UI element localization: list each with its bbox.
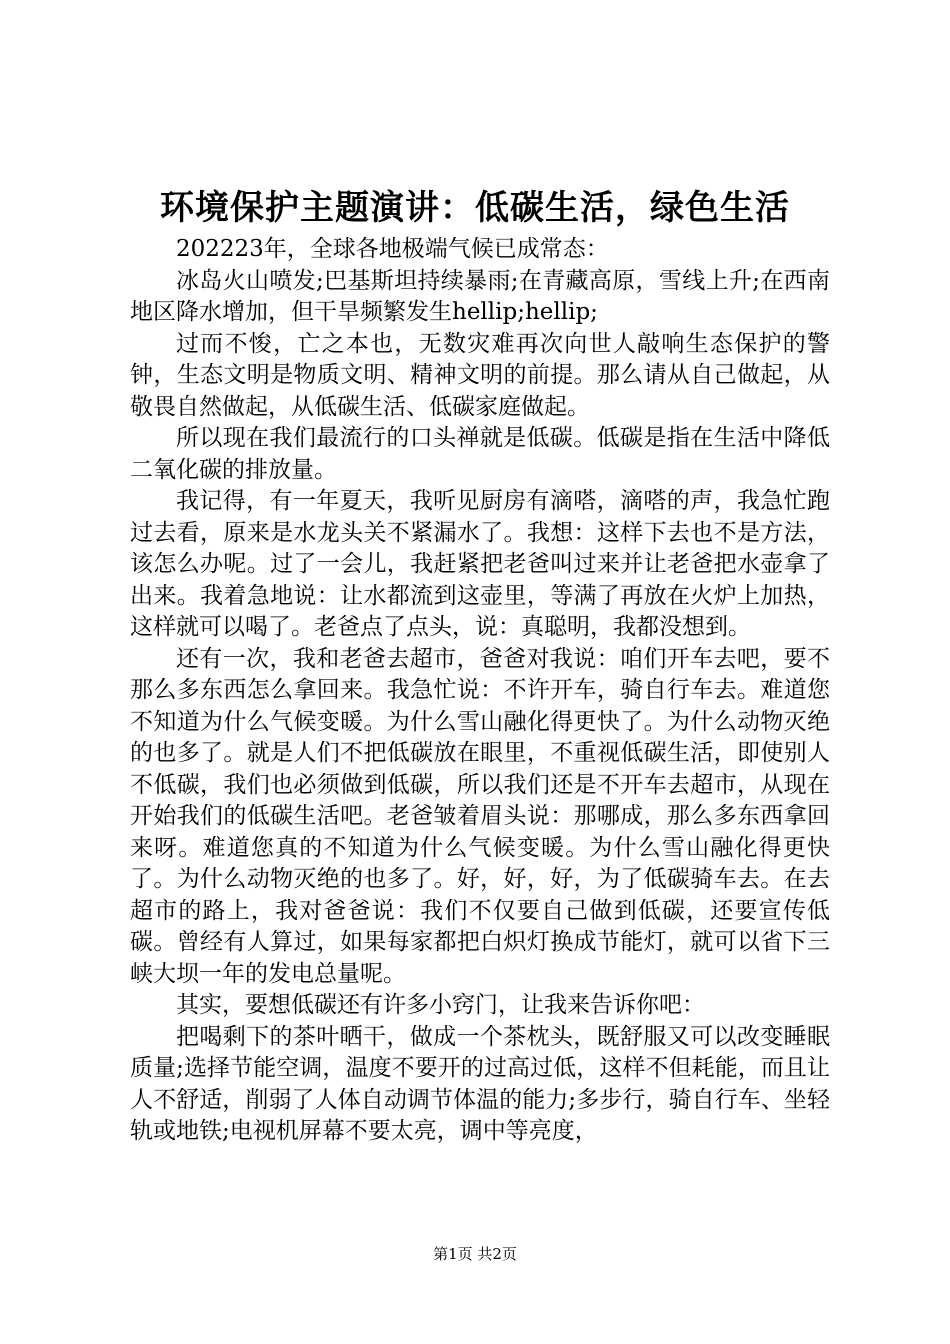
page-footer: 第1页 共2页 [433,1245,517,1263]
paragraph: 冰岛火山喷发;巴基斯坦持续暴雨;在青藏高原，雪线上升;在西南地区降水增加，但干旱频繁发生hellip;hellip; [130,267,830,325]
paragraph: 把喝剩下的茶叶晒干，做成一个茶枕头，既舒服又可以改变睡眠质量;选择节能空调，温度不要开的过高过低，这样不但耗能，而且让人不舒适，削弱了人体自动调节体温的能力;多步行，骑自行车、坐轻轨或地铁;电视机屏幕不要太亮，调中等亮度， [130,1023,830,1144]
paragraph: 还有一次，我和老爸去超市，爸爸对我说：咱们开车去吧，要不那么多东西怎么拿回来。我急忙说：不许开车，骑自行车去。难道您不知道为什么气候变暖。为什么雪山融化得更快了。为什么动物灭绝的也多了。就是人们不把低碳放在眼里，不重视低碳生活，即使别人不低碳，我们也必须做到低碳，所以我们还是不开车去超市，从现在开始我们的低碳生活吧。老爸皱着眉头说：那哪成，那么多东西拿回来呀。难道您真的不知道为什么气候变暖。为什么雪山融化得更快了。为什么动物灭绝的也多了。好，好，好，为了低碳骑车去。在去超市的路上，我对爸爸说：我们不仅要自己做到低碳，还要宣传低碳。曾经有人算过，如果每家都把白炽灯换成节能灯，就可以省下三峡大坝一年的发电总量呢。 [130,645,830,987]
document-title: 环境保护主题演讲：低碳生活，绿色生活 [160,188,790,228]
paragraph: 202223年，全球各地极端气候已成常态： [176,236,609,262]
paragraph: 所以现在我们最流行的口头禅就是低碳。低碳是指在生活中降低二氧化碳的排放量。 [130,425,830,483]
paragraph: 过而不悛，亡之本也，无数灾难再次向世人敲响生态保护的警钟，生态文明是物质文明、精神文明的前提。那么请从自己做起，从敬畏自然做起，从低碳生活、低碳家庭做起。 [130,330,830,420]
document-body [130,234,830,1148]
paragraph: 其实，要想低碳还有许多小窍门，让我来告诉你吧： [176,992,705,1018]
paragraph: 我记得，有一年夏天，我听见厨房有滴嗒，滴嗒的声，我急忙跑过去看，原来是水龙头关不紧漏水了。我想：这样下去也不是方法，该怎么办呢。过了一会儿，我赶紧把老爸叫过来并让老爸把水壶拿了出来。我着急地说：让水都流到这壶里，等满了再放在火炉上加热，这样就可以喝了。老爸点了点头，说：真聪明，我都没想到。 [130,488,830,640]
